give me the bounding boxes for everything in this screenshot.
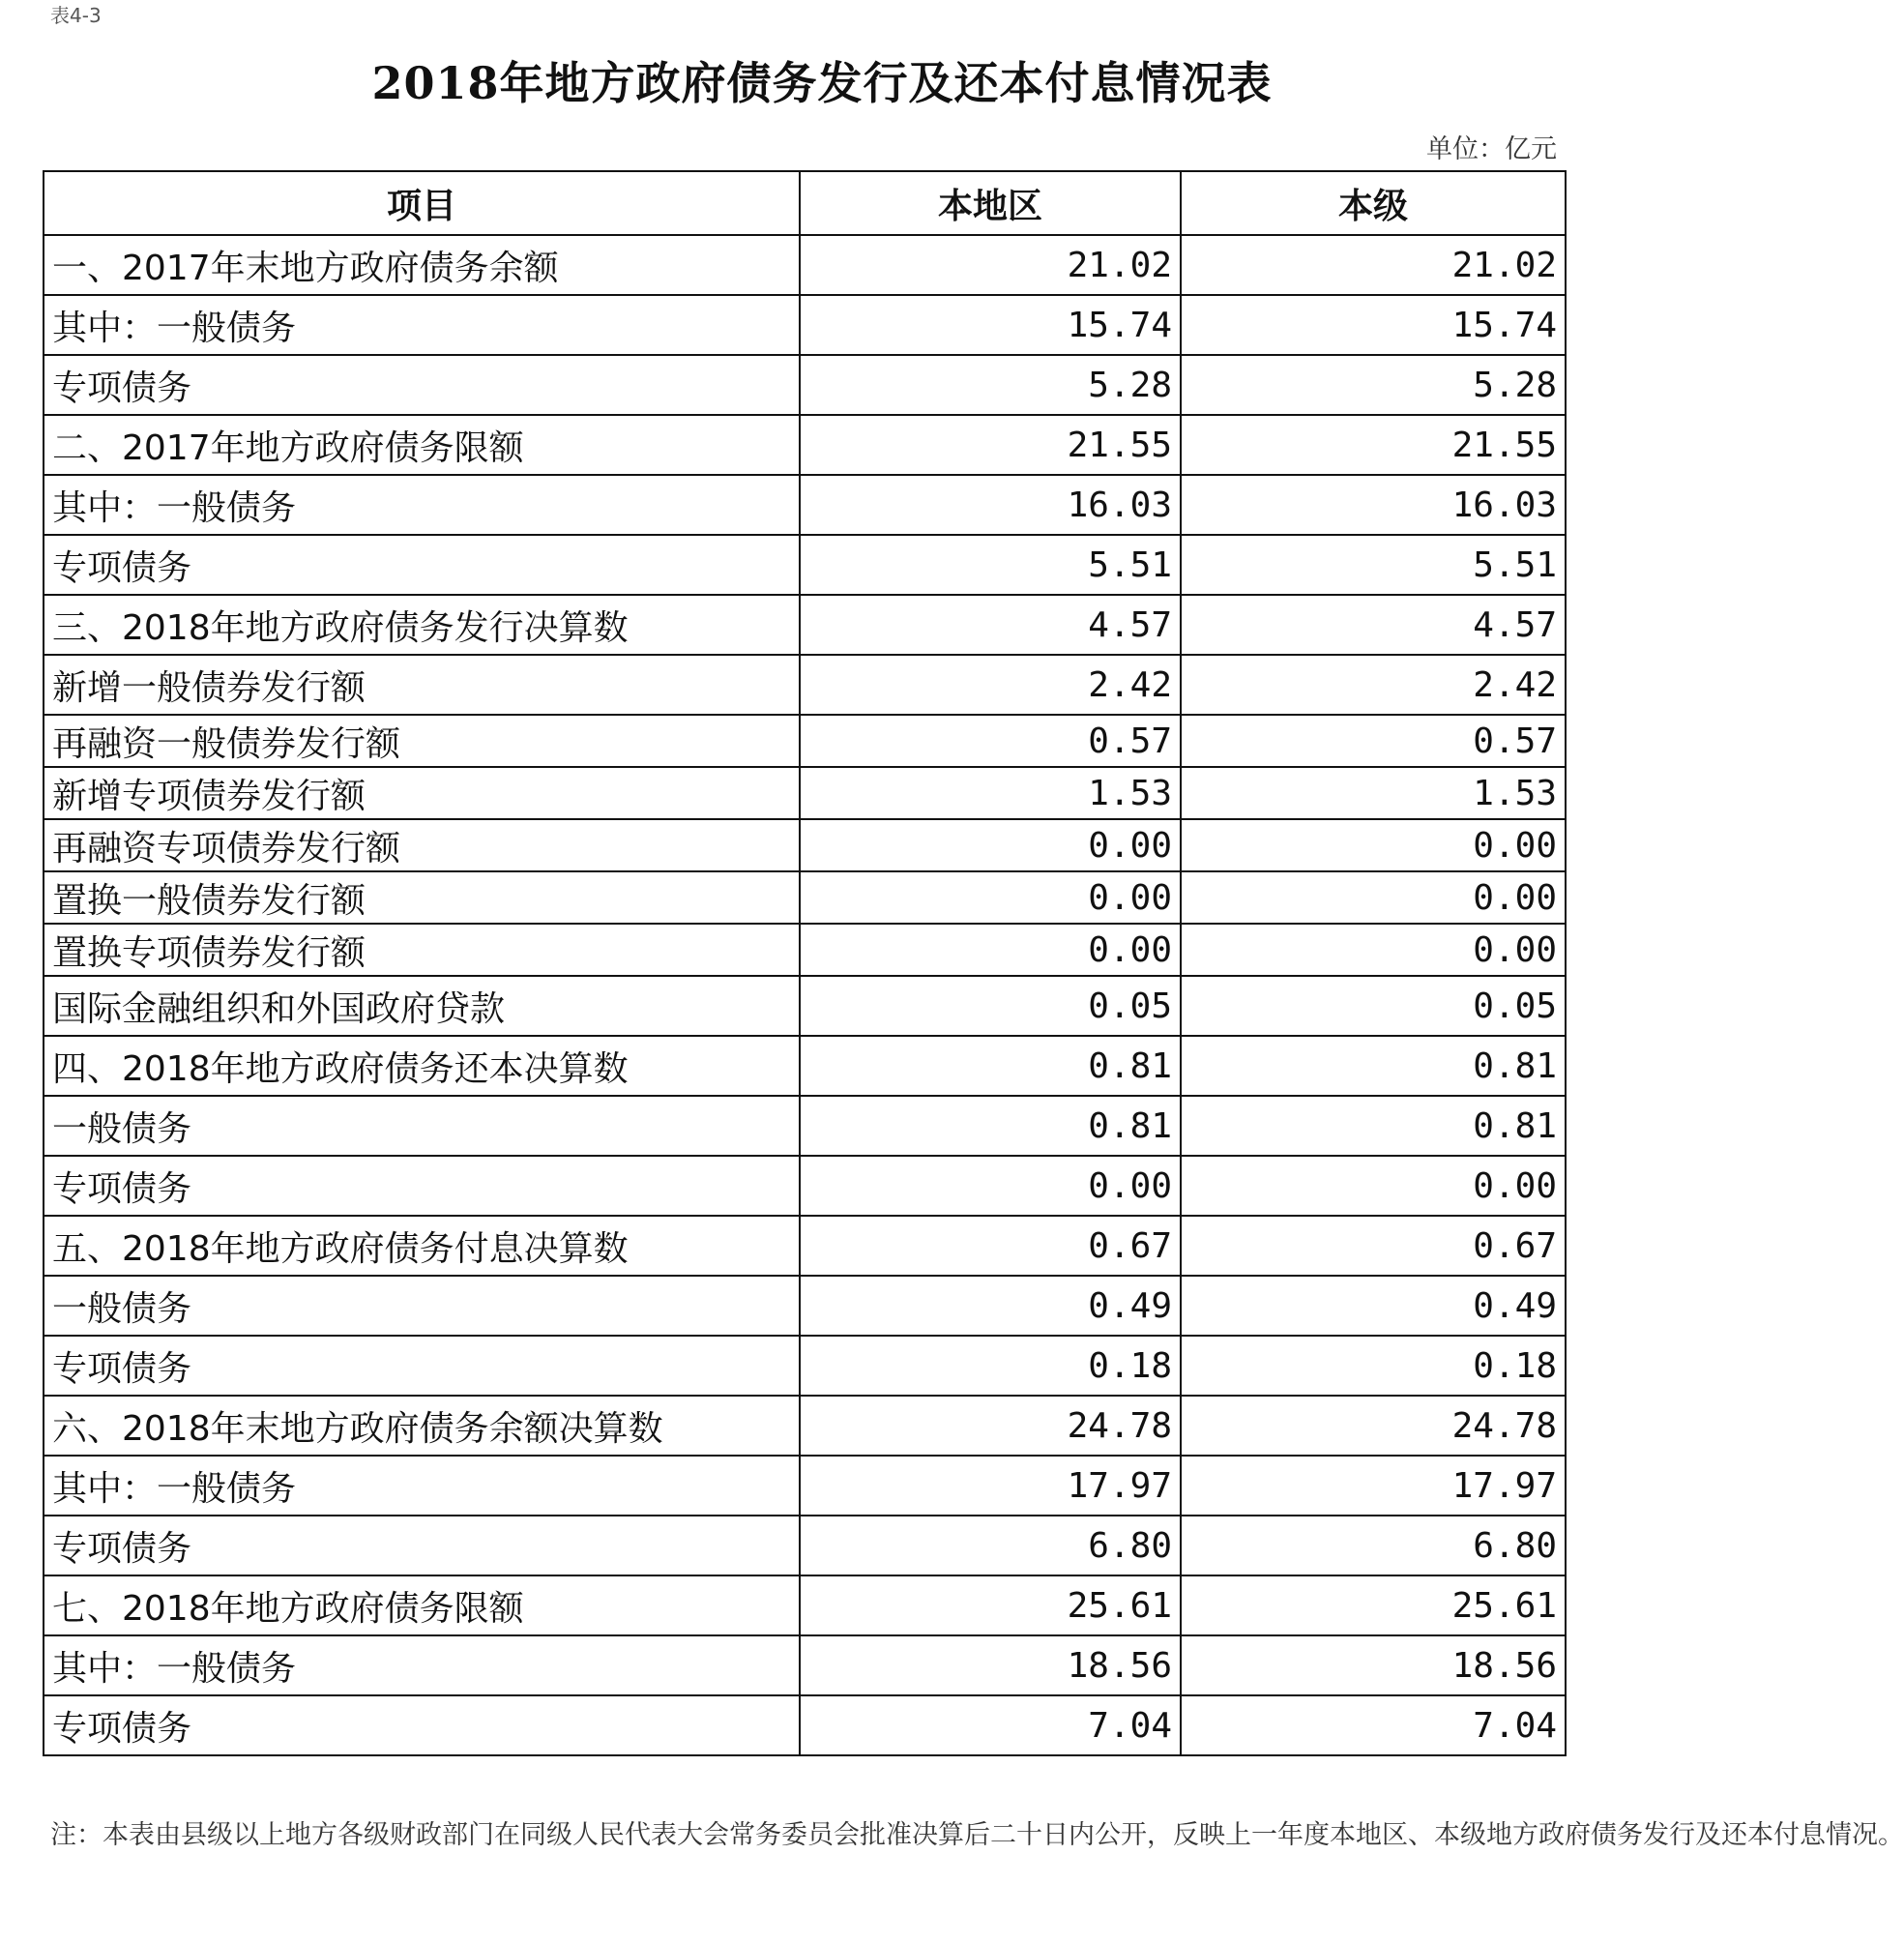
unit-label: 单位：亿元 [1426,134,1557,164]
table-row [44,1635,1566,1695]
table-row [44,235,1566,295]
cell-local-region: 2.42 [800,655,1181,715]
cell-local-region: 5.28 [800,355,1181,415]
cell-local-region: 24.78 [800,1396,1181,1456]
table-row [44,819,1566,871]
row-label: 新增专项债券发行额 [44,767,800,819]
cell-local-region: 0.00 [800,1156,1181,1216]
cell-local-region: 0.81 [800,1036,1181,1096]
cell-own-level: 0.05 [1181,976,1566,1036]
table-row [44,1516,1566,1575]
debt-table [43,170,1567,1756]
table-row [44,535,1566,595]
cell-local-region: 5.51 [800,535,1181,595]
table-row [44,1575,1566,1635]
cell-own-level: 0.57 [1181,715,1566,767]
row-label: 其中：一般债务 [44,1635,800,1695]
cell-own-level: 6.80 [1181,1516,1566,1575]
header-own-level: 本级 [1181,171,1566,235]
cell-local-region: 0.00 [800,819,1181,871]
row-label: 五、2018年地方政府债务付息决算数 [44,1216,800,1276]
cell-local-region: 7.04 [800,1695,1181,1755]
table-row [44,355,1566,415]
cell-own-level: 0.81 [1181,1096,1566,1156]
table-row [44,1456,1566,1516]
row-label: 再融资一般债券发行额 [44,715,800,767]
row-label: 专项债务 [44,1336,800,1396]
row-label: 专项债务 [44,1156,800,1216]
table-row [44,295,1566,355]
table-header-row [44,171,1566,235]
table-row [44,1216,1566,1276]
table-row [44,1276,1566,1336]
row-label: 置换专项债券发行额 [44,924,800,976]
cell-own-level: 18.56 [1181,1635,1566,1695]
cell-own-level: 17.97 [1181,1456,1566,1516]
row-label: 专项债务 [44,1516,800,1575]
table-row [44,871,1566,924]
row-label: 置换一般债券发行额 [44,871,800,924]
cell-own-level: 24.78 [1181,1396,1566,1456]
row-label: 三、2018年地方政府债务发行决算数 [44,595,800,655]
row-label: 国际金融组织和外国政府贷款 [44,976,800,1036]
cell-own-level: 0.67 [1181,1216,1566,1276]
cell-own-level: 15.74 [1181,295,1566,355]
cell-own-level: 21.02 [1181,235,1566,295]
cell-local-region: 0.81 [800,1096,1181,1156]
row-label: 新增一般债券发行额 [44,655,800,715]
cell-own-level: 7.04 [1181,1695,1566,1755]
cell-own-level: 0.00 [1181,1156,1566,1216]
cell-local-region: 0.67 [800,1216,1181,1276]
cell-own-level: 16.03 [1181,475,1566,535]
cell-own-level: 5.28 [1181,355,1566,415]
cell-own-level: 21.55 [1181,415,1566,475]
table-row [44,1695,1566,1755]
row-label: 其中：一般债务 [44,1456,800,1516]
row-label: 专项债务 [44,355,800,415]
table-row [44,475,1566,535]
cell-local-region: 25.61 [800,1575,1181,1635]
page-title: 2018年地方政府债务发行及还本付息情况表 [371,57,1273,109]
cell-local-region: 4.57 [800,595,1181,655]
row-label: 一般债务 [44,1276,800,1336]
table-row [44,1336,1566,1396]
table-body [44,235,1566,1755]
cell-own-level: 25.61 [1181,1575,1566,1635]
cell-own-level: 0.00 [1181,871,1566,924]
row-label: 再融资专项债券发行额 [44,819,800,871]
cell-local-region: 15.74 [800,295,1181,355]
row-label: 一般债务 [44,1096,800,1156]
cell-own-level: 1.53 [1181,767,1566,819]
row-label: 四、2018年地方政府债务还本决算数 [44,1036,800,1096]
table-row [44,595,1566,655]
header-item: 项目 [44,171,800,235]
row-label: 其中：一般债务 [44,295,800,355]
cell-own-level: 0.49 [1181,1276,1566,1336]
cell-own-level: 5.51 [1181,535,1566,595]
cell-local-region: 0.05 [800,976,1181,1036]
cell-local-region: 0.00 [800,924,1181,976]
cell-local-region: 16.03 [800,475,1181,535]
cell-local-region: 0.00 [800,871,1181,924]
table-row [44,976,1566,1036]
row-label: 专项债务 [44,535,800,595]
footnote: 注：本表由县级以上地方各级财政部门在同级人民代表大会常务委员会批准决算后二十日内公开，反映上一年度本地区、本级地方政府债务发行及还本付息情况。 [50,1820,1904,1850]
cell-local-region: 0.49 [800,1276,1181,1336]
row-label: 六、2018年末地方政府债务余额决算数 [44,1396,800,1456]
table-row [44,1036,1566,1096]
row-label: 专项债务 [44,1695,800,1755]
cell-local-region: 21.02 [800,235,1181,295]
table-row [44,1156,1566,1216]
cell-own-level: 0.18 [1181,1336,1566,1396]
cell-own-level: 0.00 [1181,819,1566,871]
cell-own-level: 2.42 [1181,655,1566,715]
cell-own-level: 4.57 [1181,595,1566,655]
cell-local-region: 1.53 [800,767,1181,819]
cell-local-region: 0.57 [800,715,1181,767]
cell-local-region: 0.18 [800,1336,1181,1396]
table-row [44,767,1566,819]
table-row [44,415,1566,475]
cell-local-region: 21.55 [800,415,1181,475]
table-row [44,655,1566,715]
cell-own-level: 0.81 [1181,1036,1566,1096]
cell-own-level: 0.00 [1181,924,1566,976]
table-number: 表4-3 [50,4,102,27]
table-row [44,924,1566,976]
cell-local-region: 17.97 [800,1456,1181,1516]
table-row [44,1096,1566,1156]
table-row [44,715,1566,767]
row-label: 其中：一般债务 [44,475,800,535]
cell-local-region: 6.80 [800,1516,1181,1575]
row-label: 七、2018年地方政府债务限额 [44,1575,800,1635]
cell-local-region: 18.56 [800,1635,1181,1695]
row-label: 一、2017年末地方政府债务余额 [44,235,800,295]
table-row [44,1396,1566,1456]
header-local-region: 本地区 [800,171,1181,235]
row-label: 二、2017年地方政府债务限额 [44,415,800,475]
